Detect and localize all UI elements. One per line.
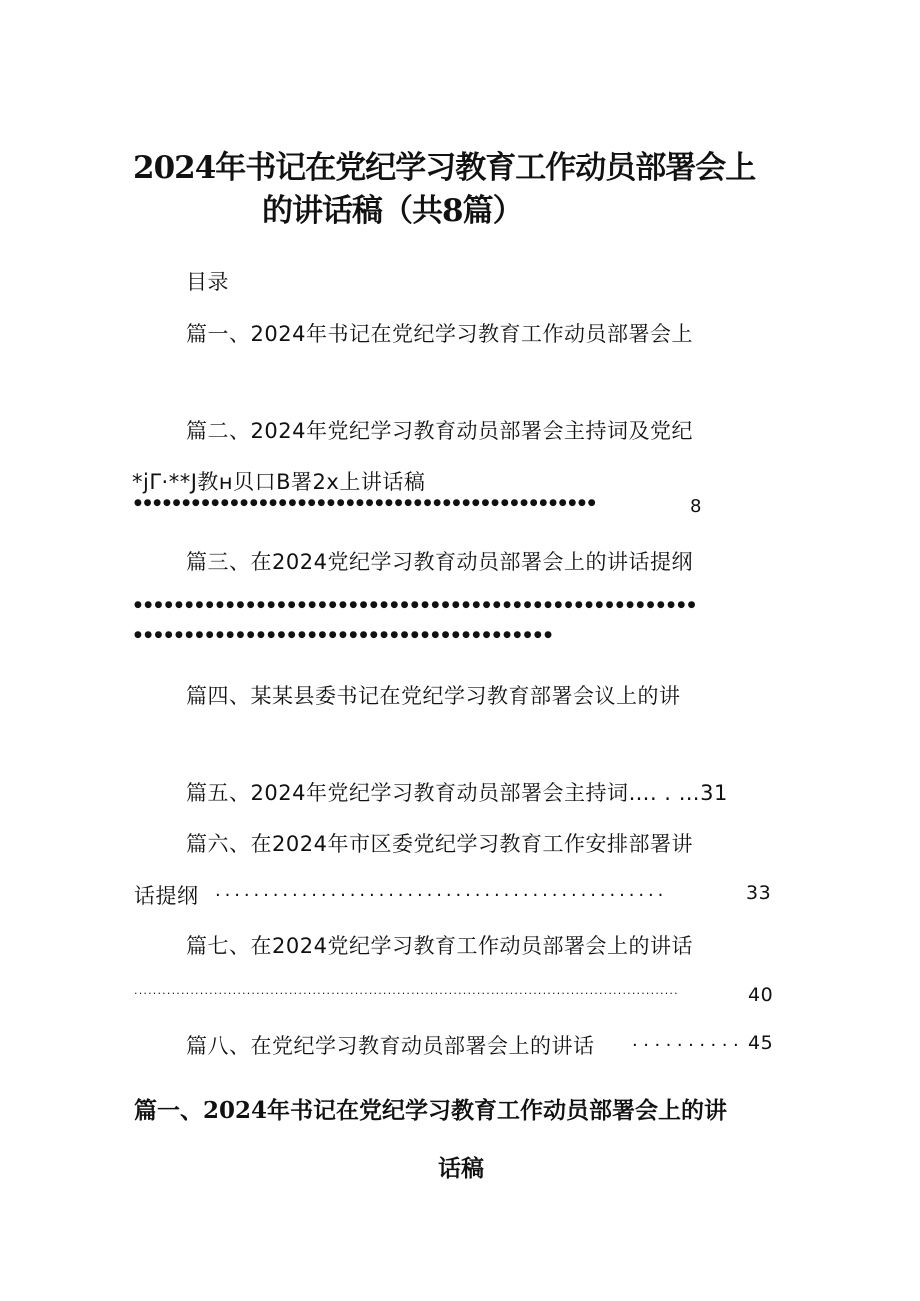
toc-entry-8-page-number[interactable]: 45 [748,1032,774,1054]
toc-entry-2[interactable]: 篇二、2024年党纪学习教育动员部署会主持词及党纪 [186,419,693,443]
toc-entry-8[interactable]: 篇八、在党纪学习教育动员部署会上的讲话 [186,1034,595,1058]
section-title-line-2: 话稿 [438,1155,484,1182]
toc-entry-3[interactable]: 篇三、在2024党纪学习教育动员部署会上的讲话提纲 [186,550,693,574]
toc-entry-7-leader-dots: .................................................................................................................... [134,984,679,997]
document-title-line-1: 2024年书记在党纪学习教育工作动员部署会上 [133,150,756,186]
toc-entry-6-page-number[interactable]: 33 [746,882,772,904]
toc-entry-2-page-number[interactable]: 8 [690,496,702,517]
toc-entry-8-leader-dots: .......... [632,1030,745,1051]
toc-heading: 目录 [186,270,229,294]
toc-entry-7-page-number[interactable]: 40 [748,984,774,1006]
document-title-line-2: 的讲话稿（共8篇） [262,193,523,229]
toc-entry-6[interactable]: 篇六、在2024年市区委党纪学习教育工作安排部署讲 [186,832,693,856]
toc-entry-3-leader-dots-2: ●●●●●●●●●●●●●●●●●●●●●●●●●●●●●●●●●●●●●●●●● [134,630,555,640]
toc-entry-6-leader-dots: ............................................... [215,880,668,901]
toc-entry-2-leader-dots: ●●●●●●●●●●●●●●●●●●●●●●●●●●●●●●●●●●●●●●●●●●●●●●●● [134,498,598,508]
toc-entry-7[interactable]: 篇七、在2024党纪学习教育工作动员部署会上的讲话 [186,934,693,958]
toc-entry-2-line-2[interactable]: *jΓ·**J教н贝口B署2x上讲话稿 [132,470,426,494]
toc-entry-5[interactable]: 篇五、2024年党纪学习教育动员部署会主持词…. . …31 [186,781,728,805]
toc-entry-1[interactable]: 篇一、2024年书记在党纪学习教育工作动员部署会上 [186,322,693,346]
section-title-line-1: 篇一、2024年书记在党纪学习教育工作动员部署会上的讲 [134,1097,728,1124]
toc-entry-3-leader-dots: ●●●●●●●●●●●●●●●●●●●●●●●●●●●●●●●●●●●●●●●●●●●●●●●●●●●●●●● [134,600,698,610]
toc-entry-4[interactable]: 篇四、某某县委书记在党纪学习教育部署会议上的讲 [186,684,681,708]
toc-entry-6-line-2[interactable]: 话提纲 [134,884,199,908]
